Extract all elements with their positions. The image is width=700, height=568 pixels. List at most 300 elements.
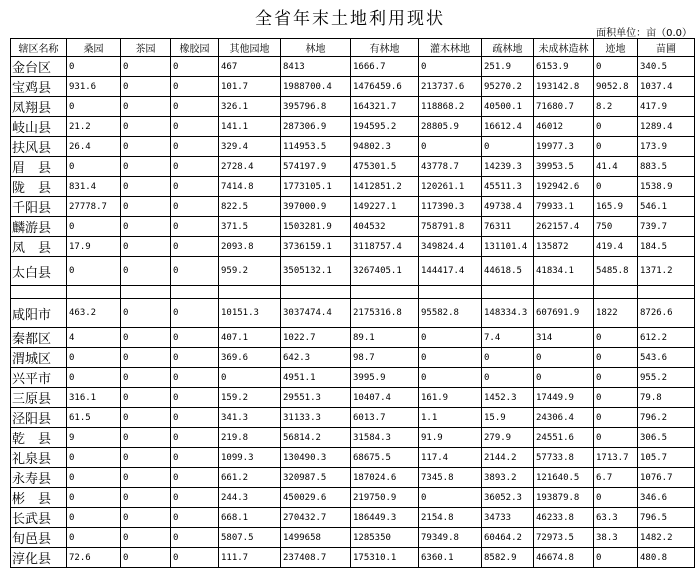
- value-cell: 26.4: [67, 137, 121, 157]
- value-cell: 1289.4: [638, 117, 695, 137]
- table-row: [11, 388, 695, 408]
- value-cell: 1076.7: [638, 468, 695, 488]
- value-cell: 831.4: [67, 177, 121, 197]
- table-row: [11, 197, 695, 217]
- table-row: [11, 77, 695, 97]
- district-name: 礼泉县: [11, 448, 67, 468]
- value-cell: 0: [171, 257, 219, 286]
- blank-cell: [219, 286, 281, 299]
- blank-cell: [482, 286, 534, 299]
- value-cell: 1037.4: [638, 77, 695, 97]
- value-cell: 371.5: [219, 217, 281, 237]
- value-cell: 130490.3: [281, 448, 351, 468]
- value-cell: 79933.1: [534, 197, 594, 217]
- district-name: 岐山县: [11, 117, 67, 137]
- district-name: 扶风县: [11, 137, 67, 157]
- value-cell: 0: [419, 137, 482, 157]
- value-cell: 320987.5: [281, 468, 351, 488]
- value-cell: 2154.8: [419, 508, 482, 528]
- value-cell: 0: [171, 217, 219, 237]
- value-cell: 750: [594, 217, 638, 237]
- value-cell: 0: [171, 197, 219, 217]
- table-row: [11, 299, 695, 328]
- value-cell: 0: [594, 328, 638, 348]
- table-header-row: [11, 39, 695, 57]
- value-cell: 1022.7: [281, 328, 351, 348]
- value-cell: 21.2: [67, 117, 121, 137]
- value-cell: 3995.9: [351, 368, 419, 388]
- value-cell: 14239.3: [482, 157, 534, 177]
- value-cell: 1713.7: [594, 448, 638, 468]
- value-cell: 0: [594, 408, 638, 428]
- value-cell: 0: [121, 548, 171, 568]
- value-cell: 193142.8: [534, 77, 594, 97]
- value-cell: 0: [594, 388, 638, 408]
- district-name: 宝鸡县: [11, 77, 67, 97]
- value-cell: 0: [419, 348, 482, 368]
- value-cell: 36052.3: [482, 488, 534, 508]
- value-cell: 1822: [594, 299, 638, 328]
- value-cell: 0: [171, 408, 219, 428]
- table-row: [11, 117, 695, 137]
- value-cell: 0: [171, 137, 219, 157]
- value-cell: 6153.9: [534, 57, 594, 77]
- table-row: [11, 368, 695, 388]
- table-row: [11, 217, 695, 237]
- value-cell: 1.1: [419, 408, 482, 428]
- value-cell: 68675.5: [351, 448, 419, 468]
- value-cell: 2093.8: [219, 237, 281, 257]
- value-cell: 41.4: [594, 157, 638, 177]
- value-cell: 0: [419, 57, 482, 77]
- value-cell: 71680.7: [534, 97, 594, 117]
- value-cell: 0: [121, 508, 171, 528]
- value-cell: 463.2: [67, 299, 121, 328]
- column-header: 疏林地: [482, 39, 534, 57]
- value-cell: 959.2: [219, 257, 281, 286]
- value-cell: 0: [171, 157, 219, 177]
- district-name: 永寿县: [11, 468, 67, 488]
- value-cell: 404532: [351, 217, 419, 237]
- value-cell: 668.1: [219, 508, 281, 528]
- value-cell: 0: [121, 257, 171, 286]
- value-cell: 0: [171, 299, 219, 328]
- value-cell: 0: [594, 488, 638, 508]
- value-cell: 395796.8: [281, 97, 351, 117]
- value-cell: 0: [534, 348, 594, 368]
- value-cell: 244.3: [219, 488, 281, 508]
- value-cell: 251.9: [482, 57, 534, 77]
- value-cell: 0: [121, 177, 171, 197]
- value-cell: 475301.5: [351, 157, 419, 177]
- column-header: 灌木林地: [419, 39, 482, 57]
- value-cell: 79.8: [638, 388, 695, 408]
- value-cell: 0: [171, 237, 219, 257]
- value-cell: 417.9: [638, 97, 695, 117]
- value-cell: 0: [171, 388, 219, 408]
- value-cell: 8726.6: [638, 299, 695, 328]
- value-cell: 316.1: [67, 388, 121, 408]
- value-cell: 0: [171, 57, 219, 77]
- value-cell: 0: [594, 368, 638, 388]
- table-body: [11, 57, 695, 568]
- table-row: [11, 428, 695, 448]
- value-cell: 19977.3: [534, 137, 594, 157]
- value-cell: 40500.1: [482, 97, 534, 117]
- district-name: 千阳县: [11, 197, 67, 217]
- value-cell: 0: [121, 448, 171, 468]
- value-cell: 3267405.1: [351, 257, 419, 286]
- blank-cell: [67, 286, 121, 299]
- value-cell: 340.5: [638, 57, 695, 77]
- value-cell: 165.9: [594, 197, 638, 217]
- value-cell: 194595.2: [351, 117, 419, 137]
- value-cell: 450029.6: [281, 488, 351, 508]
- value-cell: 219750.9: [351, 488, 419, 508]
- value-cell: 1988700.4: [281, 77, 351, 97]
- value-cell: 56814.2: [281, 428, 351, 448]
- column-header: 未成林造林: [534, 39, 594, 57]
- value-cell: 0: [482, 137, 534, 157]
- value-cell: 0: [171, 97, 219, 117]
- value-cell: 0: [482, 368, 534, 388]
- value-cell: 0: [171, 488, 219, 508]
- table-row: [11, 348, 695, 368]
- value-cell: 17449.9: [534, 388, 594, 408]
- table-row: [11, 548, 695, 568]
- value-cell: 16612.4: [482, 117, 534, 137]
- value-cell: 8582.9: [482, 548, 534, 568]
- district-name: 长武县: [11, 508, 67, 528]
- value-cell: 0: [171, 77, 219, 97]
- district-name: 凤 县: [11, 237, 67, 257]
- column-header: 其他园地: [219, 39, 281, 57]
- blank-cell: [638, 286, 695, 299]
- value-cell: 314: [534, 328, 594, 348]
- value-cell: 0: [67, 488, 121, 508]
- value-cell: 159.2: [219, 388, 281, 408]
- value-cell: 29551.3: [281, 388, 351, 408]
- value-cell: 607691.9: [534, 299, 594, 328]
- table-row: [11, 528, 695, 548]
- value-cell: 3736159.1: [281, 237, 351, 257]
- value-cell: 118868.2: [419, 97, 482, 117]
- value-cell: 642.3: [281, 348, 351, 368]
- district-name: 凤翔县: [11, 97, 67, 117]
- value-cell: 41834.1: [534, 257, 594, 286]
- value-cell: 0: [171, 528, 219, 548]
- value-cell: 5485.8: [594, 257, 638, 286]
- value-cell: 543.6: [638, 348, 695, 368]
- value-cell: 31133.3: [281, 408, 351, 428]
- value-cell: 0: [67, 368, 121, 388]
- district-name: 金台区: [11, 57, 67, 77]
- value-cell: 24551.6: [534, 428, 594, 448]
- value-cell: 0: [121, 368, 171, 388]
- value-cell: 98.7: [351, 348, 419, 368]
- value-cell: 44618.5: [482, 257, 534, 286]
- value-cell: 3505132.1: [281, 257, 351, 286]
- value-cell: 79349.8: [419, 528, 482, 548]
- value-cell: 31584.3: [351, 428, 419, 448]
- value-cell: 60464.2: [482, 528, 534, 548]
- value-cell: 955.2: [638, 368, 695, 388]
- value-cell: 661.2: [219, 468, 281, 488]
- value-cell: 46012: [534, 117, 594, 137]
- value-cell: 34733: [482, 508, 534, 528]
- value-cell: 262157.4: [534, 217, 594, 237]
- value-cell: 173.9: [638, 137, 695, 157]
- value-cell: 0: [594, 137, 638, 157]
- value-cell: 0: [419, 488, 482, 508]
- value-cell: 758791.8: [419, 217, 482, 237]
- value-cell: 0: [171, 548, 219, 568]
- value-cell: 72973.5: [534, 528, 594, 548]
- value-cell: 0: [67, 508, 121, 528]
- value-cell: 346.6: [638, 488, 695, 508]
- value-cell: 76311: [482, 217, 534, 237]
- value-cell: 17.9: [67, 237, 121, 257]
- value-cell: 0: [121, 468, 171, 488]
- column-header: 有林地: [351, 39, 419, 57]
- value-cell: 164321.7: [351, 97, 419, 117]
- blank-cell: [281, 286, 351, 299]
- value-cell: 213737.6: [419, 77, 482, 97]
- value-cell: 186449.3: [351, 508, 419, 528]
- table-row: [11, 468, 695, 488]
- value-cell: 101.7: [219, 77, 281, 97]
- table-row: [11, 137, 695, 157]
- value-cell: 612.2: [638, 328, 695, 348]
- district-name: 眉 县: [11, 157, 67, 177]
- value-cell: 7414.8: [219, 177, 281, 197]
- blank-cell: [121, 286, 171, 299]
- table-row: [11, 157, 695, 177]
- value-cell: 0: [121, 97, 171, 117]
- value-cell: 0: [121, 77, 171, 97]
- value-cell: 0: [67, 97, 121, 117]
- value-cell: 114953.5: [281, 137, 351, 157]
- value-cell: 0: [67, 217, 121, 237]
- table-row: [11, 408, 695, 428]
- value-cell: 1452.3: [482, 388, 534, 408]
- value-cell: 131101.4: [482, 237, 534, 257]
- value-cell: 306.5: [638, 428, 695, 448]
- value-cell: 94802.3: [351, 137, 419, 157]
- value-cell: 148334.3: [482, 299, 534, 328]
- value-cell: 1773105.1: [281, 177, 351, 197]
- value-cell: 5807.5: [219, 528, 281, 548]
- value-cell: 270432.7: [281, 508, 351, 528]
- column-header: 辖区名称: [11, 39, 67, 57]
- value-cell: 480.8: [638, 548, 695, 568]
- value-cell: 0: [594, 57, 638, 77]
- value-cell: 0: [121, 528, 171, 548]
- value-cell: 0: [171, 448, 219, 468]
- value-cell: 369.6: [219, 348, 281, 368]
- value-cell: 45511.3: [482, 177, 534, 197]
- value-cell: 49738.4: [482, 197, 534, 217]
- value-cell: 7.4: [482, 328, 534, 348]
- value-cell: 0: [121, 117, 171, 137]
- district-name: 太白县: [11, 257, 67, 286]
- value-cell: 0: [594, 117, 638, 137]
- value-cell: 0: [171, 177, 219, 197]
- page-title: 全省年末土地利用现状: [255, 9, 445, 29]
- value-cell: 0: [67, 528, 121, 548]
- value-cell: 121640.5: [534, 468, 594, 488]
- column-header: 橡胶园: [171, 39, 219, 57]
- value-cell: 43778.7: [419, 157, 482, 177]
- value-cell: 1503281.9: [281, 217, 351, 237]
- value-cell: 1285350: [351, 528, 419, 548]
- value-cell: 8.2: [594, 97, 638, 117]
- value-cell: 419.4: [594, 237, 638, 257]
- value-cell: 1371.2: [638, 257, 695, 286]
- value-cell: 0: [67, 348, 121, 368]
- value-cell: 0: [171, 428, 219, 448]
- value-cell: 0: [121, 348, 171, 368]
- district-name: 咸阳市: [11, 299, 67, 328]
- value-cell: 574197.9: [281, 157, 351, 177]
- blank-cell: [419, 286, 482, 299]
- value-cell: 1538.9: [638, 177, 695, 197]
- value-cell: 7345.8: [419, 468, 482, 488]
- value-cell: 161.9: [419, 388, 482, 408]
- value-cell: 796.2: [638, 408, 695, 428]
- value-cell: 6.7: [594, 468, 638, 488]
- value-cell: 0: [67, 57, 121, 77]
- district-name: 秦都区: [11, 328, 67, 348]
- value-cell: 0: [594, 348, 638, 368]
- district-name: 泾阳县: [11, 408, 67, 428]
- value-cell: 0: [121, 217, 171, 237]
- value-cell: 3118757.4: [351, 237, 419, 257]
- value-cell: 0: [67, 257, 121, 286]
- table-row: [11, 97, 695, 117]
- value-cell: 0: [121, 57, 171, 77]
- value-cell: 117390.3: [419, 197, 482, 217]
- table-row: [11, 448, 695, 468]
- value-cell: 39953.5: [534, 157, 594, 177]
- value-cell: 8413: [281, 57, 351, 77]
- land-use-table: [10, 38, 695, 568]
- blank-cell: [171, 286, 219, 299]
- value-cell: 1666.7: [351, 57, 419, 77]
- value-cell: 0: [419, 328, 482, 348]
- value-cell: 0: [121, 299, 171, 328]
- value-cell: 149227.1: [351, 197, 419, 217]
- value-cell: 0: [482, 348, 534, 368]
- value-cell: 2728.4: [219, 157, 281, 177]
- column-header: 茶园: [121, 39, 171, 57]
- value-cell: 193879.8: [534, 488, 594, 508]
- value-cell: 135872: [534, 237, 594, 257]
- value-cell: 0: [121, 237, 171, 257]
- value-cell: 739.7: [638, 217, 695, 237]
- value-cell: 120261.1: [419, 177, 482, 197]
- unit-label: 面积单位：亩（0.0）: [596, 28, 692, 39]
- value-cell: 2175316.8: [351, 299, 419, 328]
- value-cell: 57733.8: [534, 448, 594, 468]
- value-cell: 141.1: [219, 117, 281, 137]
- value-cell: 279.9: [482, 428, 534, 448]
- value-cell: 0: [121, 428, 171, 448]
- column-header: 桑园: [67, 39, 121, 57]
- value-cell: 46233.8: [534, 508, 594, 528]
- value-cell: 1482.2: [638, 528, 695, 548]
- blank-cell: [534, 286, 594, 299]
- value-cell: 0: [67, 468, 121, 488]
- table-row: [11, 237, 695, 257]
- value-cell: 237408.7: [281, 548, 351, 568]
- value-cell: 287306.9: [281, 117, 351, 137]
- value-cell: 0: [121, 388, 171, 408]
- value-cell: 0: [121, 328, 171, 348]
- value-cell: 111.7: [219, 548, 281, 568]
- value-cell: 1476459.6: [351, 77, 419, 97]
- spacer-row: [11, 286, 695, 299]
- value-cell: 0: [67, 448, 121, 468]
- district-name: 兴平市: [11, 368, 67, 388]
- value-cell: 1412851.2: [351, 177, 419, 197]
- value-cell: 6013.7: [351, 408, 419, 428]
- value-cell: 105.7: [638, 448, 695, 468]
- value-cell: 0: [171, 348, 219, 368]
- table-row: [11, 488, 695, 508]
- value-cell: 883.5: [638, 157, 695, 177]
- value-cell: 46674.8: [534, 548, 594, 568]
- district-name: 渭城区: [11, 348, 67, 368]
- value-cell: 38.3: [594, 528, 638, 548]
- value-cell: 3893.2: [482, 468, 534, 488]
- value-cell: 192942.6: [534, 177, 594, 197]
- value-cell: 27778.7: [67, 197, 121, 217]
- district-name: 彬 县: [11, 488, 67, 508]
- value-cell: 0: [121, 137, 171, 157]
- value-cell: 0: [121, 408, 171, 428]
- district-name: 三原县: [11, 388, 67, 408]
- value-cell: 0: [121, 488, 171, 508]
- value-cell: 0: [594, 548, 638, 568]
- value-cell: 219.8: [219, 428, 281, 448]
- value-cell: 397000.9: [281, 197, 351, 217]
- value-cell: 931.6: [67, 77, 121, 97]
- table-row: [11, 57, 695, 77]
- value-cell: 2144.2: [482, 448, 534, 468]
- value-cell: 95270.2: [482, 77, 534, 97]
- value-cell: 187024.6: [351, 468, 419, 488]
- value-cell: 0: [67, 157, 121, 177]
- value-cell: 117.4: [419, 448, 482, 468]
- district-name: 旬邑县: [11, 528, 67, 548]
- value-cell: 61.5: [67, 408, 121, 428]
- value-cell: 184.5: [638, 237, 695, 257]
- value-cell: 10407.4: [351, 388, 419, 408]
- value-cell: 329.4: [219, 137, 281, 157]
- table-row: [11, 257, 695, 286]
- blank-cell: [11, 286, 67, 299]
- value-cell: 4951.1: [281, 368, 351, 388]
- value-cell: 467: [219, 57, 281, 77]
- value-cell: 9: [67, 428, 121, 448]
- value-cell: 24306.4: [534, 408, 594, 428]
- column-header: 林地: [281, 39, 351, 57]
- value-cell: 72.6: [67, 548, 121, 568]
- value-cell: 144417.4: [419, 257, 482, 286]
- value-cell: 0: [594, 177, 638, 197]
- value-cell: 0: [419, 368, 482, 388]
